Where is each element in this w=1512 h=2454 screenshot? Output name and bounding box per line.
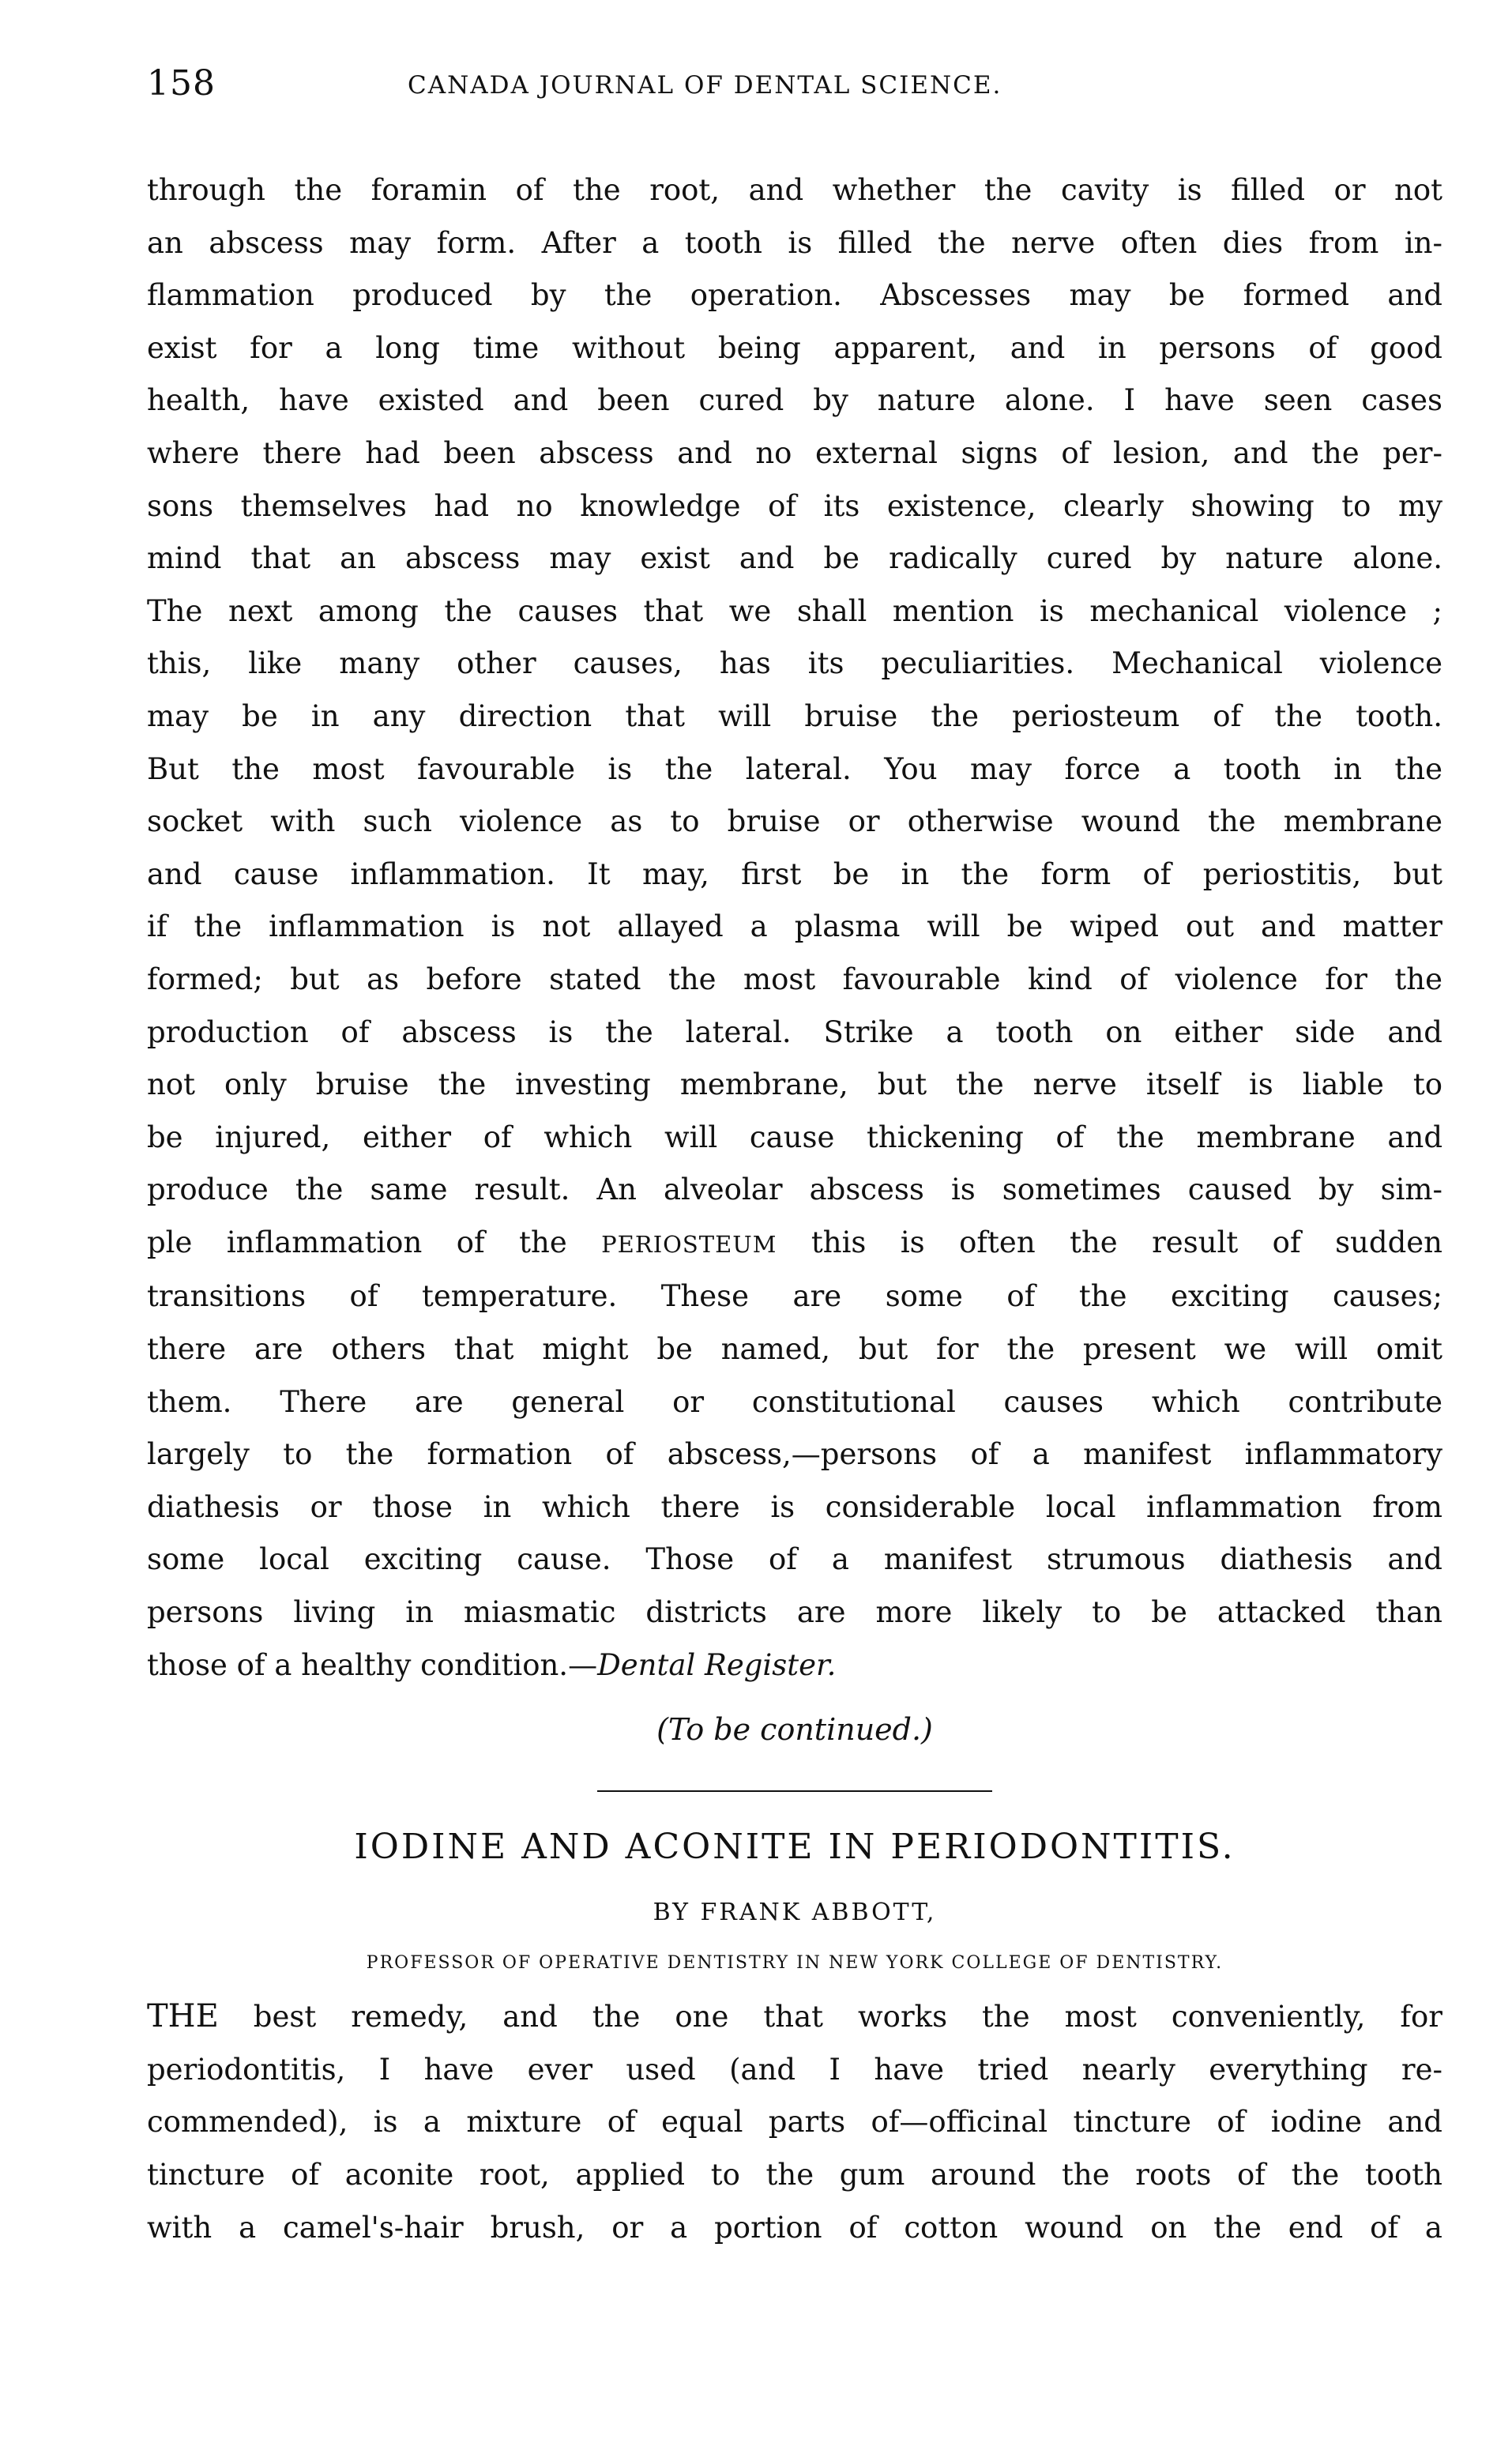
text-line: But the most favourable is the lateral. You may force a tooth in the bbox=[147, 751, 1442, 786]
text-line: may be in any direction that will bruise the periosteum of the tooth. bbox=[147, 698, 1442, 733]
text-line: some local exciting cause. Those of a manifest strumous diathesis and bbox=[147, 1542, 1442, 1577]
article-byline: BY FRANK ABBOTT, bbox=[653, 1899, 937, 1927]
text-fragment: this is often the result of sudden bbox=[811, 1225, 1442, 1259]
to-be-continued: (To be continued.) bbox=[656, 1712, 933, 1748]
source-citation: Dental Register. bbox=[597, 1647, 837, 1682]
author-affiliation: PROFESSOR OF OPERATIVE DENTISTRY IN NEW YORK COLLEGE OF DENTISTRY. bbox=[366, 1953, 1224, 1974]
text-line: socket with such violence as to bruise or otherwise wound the membrane bbox=[147, 804, 1442, 839]
journal-page bbox=[147, 63, 1442, 2254]
text-line: commended), is a mixture of equal parts of—officinal tincture of iodine and bbox=[147, 2105, 1442, 2140]
text-line: formed; but as before stated the most favourable kind of violence for the bbox=[147, 962, 1442, 996]
text-line-first bbox=[147, 1990, 1442, 2044]
text-fragment: best remedy, and the one that works the most conveniently, for bbox=[218, 2000, 1442, 2034]
text-line: with a camel's-hair brush, or a portion of cotton wound on the end of a bbox=[147, 2210, 1442, 2245]
text-line: and cause inflammation. It may, first be in the form of periostitis, but bbox=[147, 856, 1442, 891]
text-line: tincture of aconite root, applied to the gum around the roots of the tooth bbox=[147, 2158, 1442, 2192]
dropcap-word: THE bbox=[147, 1998, 219, 2035]
continuation-text bbox=[147, 164, 1442, 1692]
text-line: The next among the causes that we shall mention is mechanical violence ; bbox=[147, 593, 1442, 628]
text-line: this, like many other causes, has its peculiarities. Mechanical violence bbox=[147, 646, 1442, 681]
article-title: IODINE AND ACONITE IN PERIODONTITIS. bbox=[354, 1827, 1236, 1868]
text-line: be injured, either of which will cause thickening of the membrane and bbox=[147, 1120, 1442, 1154]
text-fragment: ple inflammation of the bbox=[147, 1225, 567, 1259]
text-line: if the inflammation is not allayed a plasma will be wiped out and matter bbox=[147, 909, 1442, 944]
text-line: exist for a long time without being apparent, and in persons of good bbox=[147, 330, 1442, 365]
text-line: mind that an abscess may exist and be radically cured by nature alone. bbox=[147, 541, 1442, 576]
text-line-last bbox=[147, 1639, 1442, 1692]
page-header bbox=[147, 63, 1442, 119]
page-number: 158 bbox=[147, 63, 216, 104]
text-line: largely to the formation of abscess,—persons of a manifest inflammatory bbox=[147, 1437, 1442, 1472]
text-line: an abscess may form. After a tooth is filled the nerve often dies from in- bbox=[147, 225, 1442, 260]
section-divider bbox=[597, 1790, 992, 1792]
text-line: production of abscess is the lateral. Strike a tooth on either side and bbox=[147, 1014, 1442, 1049]
text-fragment: those of a healthy condition.— bbox=[147, 1647, 598, 1682]
text-line: produce the same result. An alveolar abscess is sometimes caused by sim- bbox=[147, 1172, 1442, 1207]
running-title: CANADA JOURNAL OF DENTAL SCIENCE. bbox=[408, 71, 1002, 100]
text-line: diathesis or those in which there is considerable local inflammation from bbox=[147, 1489, 1442, 1524]
text-line: through the foramin of the root, and whether the cavity is filled or not bbox=[147, 173, 1442, 207]
periosteum-smallcaps: PERIOSTEUM bbox=[601, 1230, 777, 1258]
text-line: there are others that might be named, but for the present we will omit bbox=[147, 1332, 1442, 1367]
text-line: them. There are general or constitutional causes which contribute bbox=[147, 1384, 1442, 1419]
text-line-periosteum bbox=[147, 1217, 1442, 1271]
text-line: where there had been abscess and no external signs of lesion, and the per- bbox=[147, 435, 1442, 470]
text-line: transitions of temperature. These are some of the exciting causes; bbox=[147, 1279, 1442, 1314]
text-line: not only bruise the investing membrane, but the nerve itself is liable to bbox=[147, 1067, 1442, 1102]
text-line: sons themselves had no knowledge of its existence, clearly showing to my bbox=[147, 488, 1442, 523]
text-line: persons living in miasmatic districts are more likely to be attacked than bbox=[147, 1595, 1442, 1630]
text-line: flammation produced by the operation. Abscesses may be formed and bbox=[147, 278, 1442, 313]
article-body bbox=[147, 1990, 1442, 2254]
text-line: health, have existed and been cured by nature alone. I have seen cases bbox=[147, 383, 1442, 418]
text-line: periodontitis, I have ever used (and I have tried nearly everything re- bbox=[147, 2052, 1442, 2087]
